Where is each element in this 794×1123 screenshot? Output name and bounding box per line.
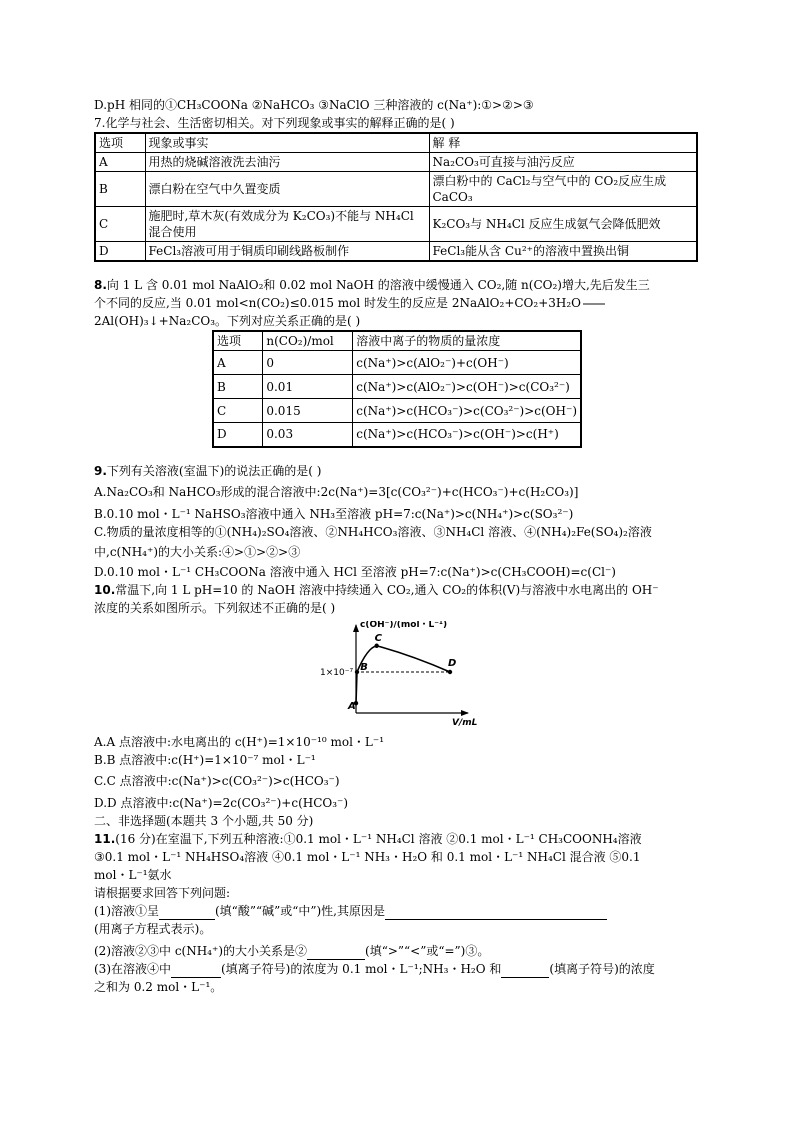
table-cell: 0.01 xyxy=(263,375,353,399)
q10-line-2: 浓度的关系如图所示。下列叙述不正确的是( ) xyxy=(94,600,336,615)
data-point-b xyxy=(355,669,359,673)
table-cell: c(Na⁺)>c(HCO₃⁻)>c(OH⁻)>c(H⁺) xyxy=(353,423,581,447)
q8-line-3: 2Al(OH)₃↓+Na₂CO₃。下列对应关系正确的是( ) xyxy=(94,314,361,328)
q10-option-a: A.A 点溶液中:水电离出的 c(H⁺)=1×10⁻¹⁰ mol・L⁻¹ xyxy=(94,734,385,749)
answer-blank[interactable] xyxy=(307,946,365,960)
q9-text: 下列有关溶液(室温下)的说法正确的是( ) xyxy=(106,463,322,478)
q9-option-c-cont: 中,c(NH₄⁺)的大小关系:④>①>②>③ xyxy=(94,544,301,559)
q6-option-d: D.pH 相同的①CH₃COONa ②NaHCO₃ ③NaClO 三种溶液的 c(Na⁺):①>②>③ xyxy=(94,98,534,112)
exam-page xyxy=(94,96,714,996)
question-number: 9. xyxy=(94,463,107,478)
q11-part-2 xyxy=(94,942,714,960)
table-row xyxy=(213,351,581,375)
table-row xyxy=(213,423,581,447)
question-number: 10. xyxy=(94,582,116,597)
table-cell: D xyxy=(213,423,263,447)
q11-part-1-text: (填“酸”“碱”或“中”)性,其原因是 xyxy=(215,903,385,918)
table-header: 选项 xyxy=(95,133,145,153)
q8-text: 向 1 L 含 0.01 mol NaAlO₂和 0.02 mol NaOH 的溶液中缓慢通入 CO₂,随 n(CO₂)增大,先后发生三 xyxy=(106,278,650,292)
table-cell: B xyxy=(213,375,263,399)
table-row xyxy=(95,207,697,242)
q11-line-3: mol・L⁻¹氨水 xyxy=(94,867,172,882)
table-cell: c(Na⁺)>c(AlO₂⁻)+c(OH⁻) xyxy=(353,351,581,375)
q11-part-1 xyxy=(94,902,714,920)
reaction-arrow xyxy=(583,303,605,305)
answer-blank[interactable] xyxy=(385,906,607,920)
table-header-row xyxy=(213,331,581,351)
q11-part-2-text: (2)溶液②③中 c(NH₄⁺)的大小关系是② xyxy=(94,943,308,958)
section-heading: 二、非选择题(本题共 3 个小题,共 50 分) xyxy=(94,813,314,828)
q11-line-1 xyxy=(94,830,714,848)
q11-request: 请根据要求回答下列问题: xyxy=(94,885,231,900)
table-row xyxy=(95,153,697,172)
q10-line-1 xyxy=(94,581,714,599)
q9-stem xyxy=(94,462,714,480)
table-cell: c(Na⁺)>c(AlO₂⁻)>c(OH⁻)>c(CO₃²⁻) xyxy=(353,375,581,399)
q11-part-3-cont: 之和为 0.2 mol・L⁻¹。 xyxy=(94,979,223,994)
q10-option-b: B.B 点溶液中:c(H⁺)=1×10⁻⁷ mol・L⁻¹ xyxy=(94,752,316,767)
q8-text: 个不同的反应,当 0.01 mol<n(CO₂)≤0.015 mol 时发生的反应是 2NaAlO₂+CO₂+3H₂O xyxy=(94,296,582,310)
q9-option-b: B.0.10 mol・L⁻¹ NaHSO₃溶液中通入 NH₃至溶液 pH=7:c(Na⁺)>c(NH₄⁺)>c(SO₃²⁻) xyxy=(94,506,574,521)
table-row xyxy=(95,172,697,207)
q11-part-1-cont: (用离子方程式表示)。 xyxy=(94,921,212,936)
table-cell: FeCl₃能从含 Cu²⁺的溶液中置换出铜 xyxy=(429,242,697,262)
table-cell: 漂白粉在空气中久置变质 xyxy=(145,172,429,207)
q7-table xyxy=(94,132,698,262)
table-row xyxy=(213,375,581,399)
table-header: 选项 xyxy=(213,331,263,351)
point-label: C xyxy=(374,632,383,644)
q10-text: 常温下,向 1 L pH=10 的 NaOH 溶液中持续通入 CO₂,通入 CO₂的体积(V)与溶液中水电离出的 OH⁻ xyxy=(115,582,659,597)
table-row xyxy=(213,399,581,423)
table-cell: D xyxy=(95,242,145,262)
q11-part-3-text: (填离子符号)的浓度为 0.1 mol・L⁻¹;NH₃・H₂O 和 xyxy=(221,961,502,976)
y-axis-arrow xyxy=(353,624,359,632)
curve-line xyxy=(356,645,450,702)
table-cell: FeCl₃溶液可用于铜质印刷线路板制作 xyxy=(145,242,429,262)
q11-line-2: ③0.1 mol・L⁻¹ NH₄HSO₄溶液 ④0.1 mol・L⁻¹ NH₃・H₂O 和 0.1 mol・L⁻¹ NH₄Cl 混合液 ⑤0.1 xyxy=(94,849,641,864)
q10-option-c: C.C 点溶液中:c(Na⁺)>c(CO₃²⁻)>c(HCO₃⁻) xyxy=(94,773,340,788)
q8-table xyxy=(212,330,582,448)
data-point-c xyxy=(374,643,378,647)
answer-blank[interactable] xyxy=(501,964,549,978)
table-header: 溶液中离子的物质的量浓度 xyxy=(353,331,581,351)
q8-line-1 xyxy=(94,276,714,294)
table-cell: Na₂CO₃可直接与油污反应 xyxy=(429,153,697,172)
point-label: B xyxy=(360,661,368,673)
table-row xyxy=(95,242,697,262)
table-cell: 0.015 xyxy=(263,399,353,423)
table-cell: 0.03 xyxy=(263,423,353,447)
q10-chart xyxy=(94,621,714,729)
table-cell: 0 xyxy=(263,351,353,375)
table-cell: 用热的烧碱溶液洗去油污 xyxy=(145,153,429,172)
table-cell: A xyxy=(213,351,263,375)
table-cell: 漂白粉中的 CaCl₂与空气中的 CO₂反应生成 CaCO₃ xyxy=(429,172,697,207)
q11-part-3-text: (填离子符号)的浓度 xyxy=(549,961,655,976)
data-point-d xyxy=(448,669,452,673)
table-header: n(CO₂)/mol xyxy=(263,331,353,351)
table-cell: 施肥时,草木灰(有效成分为 K₂CO₃)不能与 NH₄Cl 混合使用 xyxy=(145,207,429,242)
q11-part-2-text: (填“>”“<”或“=”)③。 xyxy=(365,943,490,958)
answer-blank[interactable] xyxy=(171,964,221,978)
q9-option-a: A.Na₂CO₃和 NaHCO₃形成的混合溶液中:2c(Na⁺)=3[c(CO₃²⁻)+c(HCO₃⁻)+c(H₂CO₃)] xyxy=(94,484,579,499)
q11-text: (16 分)在室温下,下列五种溶液:①0.1 mol・L⁻¹ NH₄Cl 溶液 ②0.1 mol・L⁻¹ CH₃COONH₄溶液 xyxy=(115,831,642,846)
q10-option-d: D.D 点溶液中:c(Na⁺)=2c(CO₃²⁻)+c(HCO₃⁻) xyxy=(94,795,349,810)
y-tick-label: 1×10⁻⁷ xyxy=(320,667,354,678)
table-header: 解 释 xyxy=(429,133,697,153)
q8-line-2 xyxy=(94,294,714,312)
x-axis-arrow xyxy=(461,710,469,716)
x-axis-label: V/mL xyxy=(452,717,478,728)
table-header: 现象或事实 xyxy=(145,133,429,153)
point-label: A xyxy=(348,700,356,712)
answer-blank[interactable] xyxy=(159,906,215,920)
y-axis-label: c(OH⁻)/(mol・L⁻¹) xyxy=(360,620,448,630)
table-cell: A xyxy=(95,153,145,172)
q11-part-3-text: (3)在溶液④中 xyxy=(94,961,171,976)
question-number: 11. xyxy=(94,831,116,846)
q9-option-c: C.物质的量浓度相等的①(NH₄)₂SO₄溶液、②NH₄HCO₃溶液、③NH₄Cl 溶液、④(NH₄)₂Fe(SO₄)₂溶液 xyxy=(94,524,652,539)
table-cell: K₂CO₃与 NH₄Cl 反应生成氨气会降低肥效 xyxy=(429,207,697,242)
point-label: D xyxy=(448,657,457,669)
table-cell: c(Na⁺)>c(HCO₃⁻)>c(CO₃²⁻)>c(OH⁻) xyxy=(353,399,581,423)
table-header-row xyxy=(95,133,697,153)
question-number: 8. xyxy=(94,278,107,292)
table-cell: C xyxy=(95,207,145,242)
q11-part-1-text: (1)溶液①呈 xyxy=(94,903,159,918)
table-cell: C xyxy=(213,399,263,423)
q11-part-3 xyxy=(94,960,714,978)
table-cell: B xyxy=(95,172,145,207)
q7-stem: 7.化学与社会、生活密切相关。对下列现象或事实的解释正确的是( ) xyxy=(94,116,455,130)
q9-option-d: D.0.10 mol・L⁻¹ CH₃COONa 溶液中通入 HCl 至溶液 pH=7:c(Na⁺)>c(CH₃COOH)=c(Cl⁻) xyxy=(94,564,616,579)
